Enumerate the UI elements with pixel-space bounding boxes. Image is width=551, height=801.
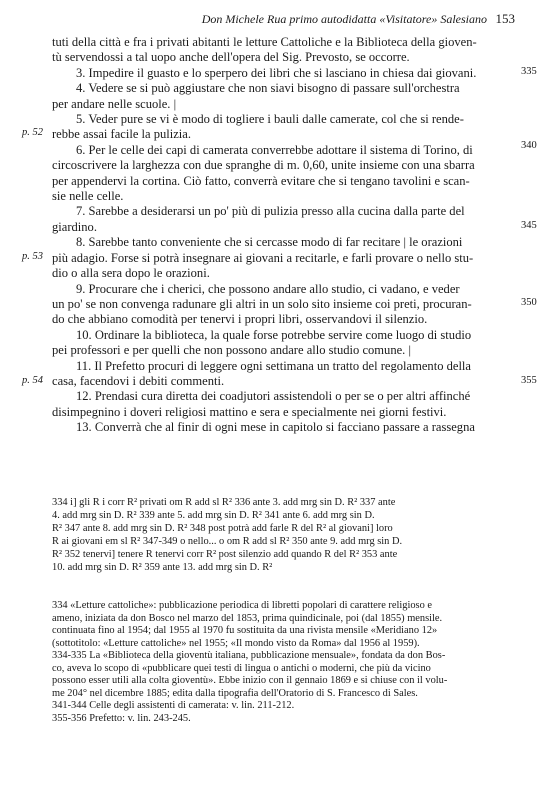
line-number: 335 [521,66,537,77]
footnote-line: 341-344 Celle degli assistenti di camerata: v. lin. 211-212. [52,700,295,711]
footnotes [52,600,510,725]
footnote-line: 355-356 Prefetto: v. lin. 243-245. [52,712,191,724]
line-number: 345 [521,220,537,231]
page-number: 153 [495,11,515,26]
text-line: 12. Prendasi cura diretta dei coadjutori assistendoli o per se o per altri affinché [76,389,471,404]
text-line: 11. Il Prefetto procuri di leggere ogni settimana un tratto del regolamento della [76,358,471,373]
text-line: sie nelle celle. [52,189,124,204]
footnote-line: ameno, iniziata da don Bosco nel marzo del 1853, prima quindicinale, poi (dal 1855) mensile. [52,612,443,624]
text-line: più adagio. Forse si potrà insegnare ai giovani a recitarle, e farli provare o nello stu- [52,250,474,265]
paragraph-7 [52,204,510,235]
footnote-line: co, aveva lo scopo di «pubblicare quei testi di lingua o antichi o moderni, che più da vicino [52,662,431,674]
running-head: Don Michele Rua primo autodidatta «Visitatore» Salesiano [201,12,487,26]
paragraph-11 [52,359,510,390]
paragraph-9 [52,282,510,328]
text-line: giardino. [52,219,97,234]
text-line: tuti della città e fra i privati abitanti le letture Cattoliche e la Biblioteca della gioven- [52,35,477,49]
paragraph-10 [52,328,510,359]
apparatus-line: 334 i] gli R i corr R² privati om R add sl R² 336 ante 3. add mrg sin D. R² 337 ante [52,497,396,508]
footnote-line: 334-335 La «Biblioteca della gioventù italiana, pubblicazione mensuale», fondata da don Bos- [52,650,446,661]
paragraph-6 [52,143,510,205]
main-text [52,35,510,436]
paragraph-5 [52,112,510,143]
text-line: 6. Per le celle dei capi di camerata converrebbe adottare il sistema di Torino, di [76,142,473,157]
text-line: 13. Converrà che al finir di ogni mese in capitolo si facciano passare a rassegna [76,420,475,435]
footnote-line: me 204° nel dicembre 1885; edita dalla tipografia dell'Oratorio di S. Francesco di Sales. [52,687,418,699]
text-line: 10. Ordinare la biblioteca, la quale forse potrebbe servire come luogo di studio [76,327,472,342]
text-line: 5. Veder pure se vi è modo di togliere i bauli dalle camerate, col che si rende- [76,112,464,127]
paragraph-12 [52,389,510,420]
paragraph-8 [52,235,510,281]
footnote-line: 334 «Letture cattoliche»: pubblicazione periodica di libretti popolari di carattere religioso e [52,600,432,611]
apparatus-line: 4. add mrg sin D. R² 339 ante 5. add mrg sin D. R² 341 ante 6. add mrg sin D. [52,510,375,522]
text-line: tù servendossi a tal uopo anche dell'opera del Sig. Prevosto, se occorre. [52,50,410,65]
apparatus-line: R ai giovani em sl R² 347-349 o nello... o om R add sl R² 350 ante 9. add mrg sin D. [52,536,403,548]
text-line: un po' se non convenga radunare gli altri in un solo sito insieme coi preti, procuran- [52,296,472,311]
text-line: 8. Sarebbe tanto conveniente che si cercasse modo di far recitare | le orazioni [76,235,463,250]
text-line: dio o alla sera dopo le orazioni. [52,266,210,281]
paragraph-13 [52,420,510,435]
text-line: 7. Sarebbe a desiderarsi un po' più di pulizia presso alla cucina dalla parte del [76,204,465,219]
paragraph-3 [52,66,510,81]
apparatus-line: 10. add mrg sin D. R² 359 ante 13. add mrg sin D. R² [52,562,273,574]
text-line: rebbe assai facile la pulizia. [52,127,191,142]
text-line: disimpegnino i doveri religiosi mattino e sera e specialmente nei giorni festivi. [52,404,447,419]
text-line: per appendervi la cortina. Ciò fatto, converrà evitare che si tengano tavolini e scan- [52,173,470,188]
text-line: 3. Impedire il guasto e lo sperpero dei libri che si lasciano in chiesa dai giovani. [76,65,477,80]
text-line: do che abbiano comodità per tenervi i propri libri, osservandovi il silenzio. [52,312,428,327]
footnote-line: possono esser utili alla colta gioventù». Ebbe inizio con il gennaio 1869 e si chiuse con il volu- [52,675,448,686]
text-line: circoscrivere la larghezza con due spranghe di m. 0,60, unite insieme con una sbarra [52,158,475,173]
text-line: 9. Procurare che i cherici, che possono andare allo studio, ci vadano, e veder [76,281,460,296]
footnote-line: (sottotitolo: «Letture cattoliche» nel 1955; «Il mondo visto da Roma» dal 1956 al 1959). [52,637,420,649]
line-number: 340 [521,140,537,151]
text-line: pei professori e per quelli che non possono andare allo studio comune. | [52,343,411,358]
apparatus-line: R² 352 tenervi] tenere R tenervi corr R² post silenzio add quando R del R² 353 ante [52,549,398,561]
margin-page-ref: p. 53 [22,251,43,262]
text-line: casa, facendovi i debiti commenti. [52,373,225,388]
apparatus-line: R² 347 ante 8. add mrg sin D. R² 348 post potrà add farle R del R² al giovani] loro [52,523,393,535]
margin-page-ref: p. 52 [22,127,43,138]
line-number: 355 [521,375,537,386]
text-line: per andare nelle scuole. | [52,96,177,111]
paragraph-4 [52,81,510,112]
paragraph [52,35,510,66]
critical-apparatus [52,496,510,575]
page-header [0,12,551,30]
text-line: 4. Vedere se si può aggiustare che non siavi bisogno di passare sull'orchestra [76,81,460,96]
line-number: 350 [521,297,537,308]
margin-page-ref: p. 54 [22,375,43,386]
footnote-line: continuata fino al 1954; dal 1955 al 1970 fu sostituita da una rivista mensile «Meridiano 12» [52,625,438,636]
